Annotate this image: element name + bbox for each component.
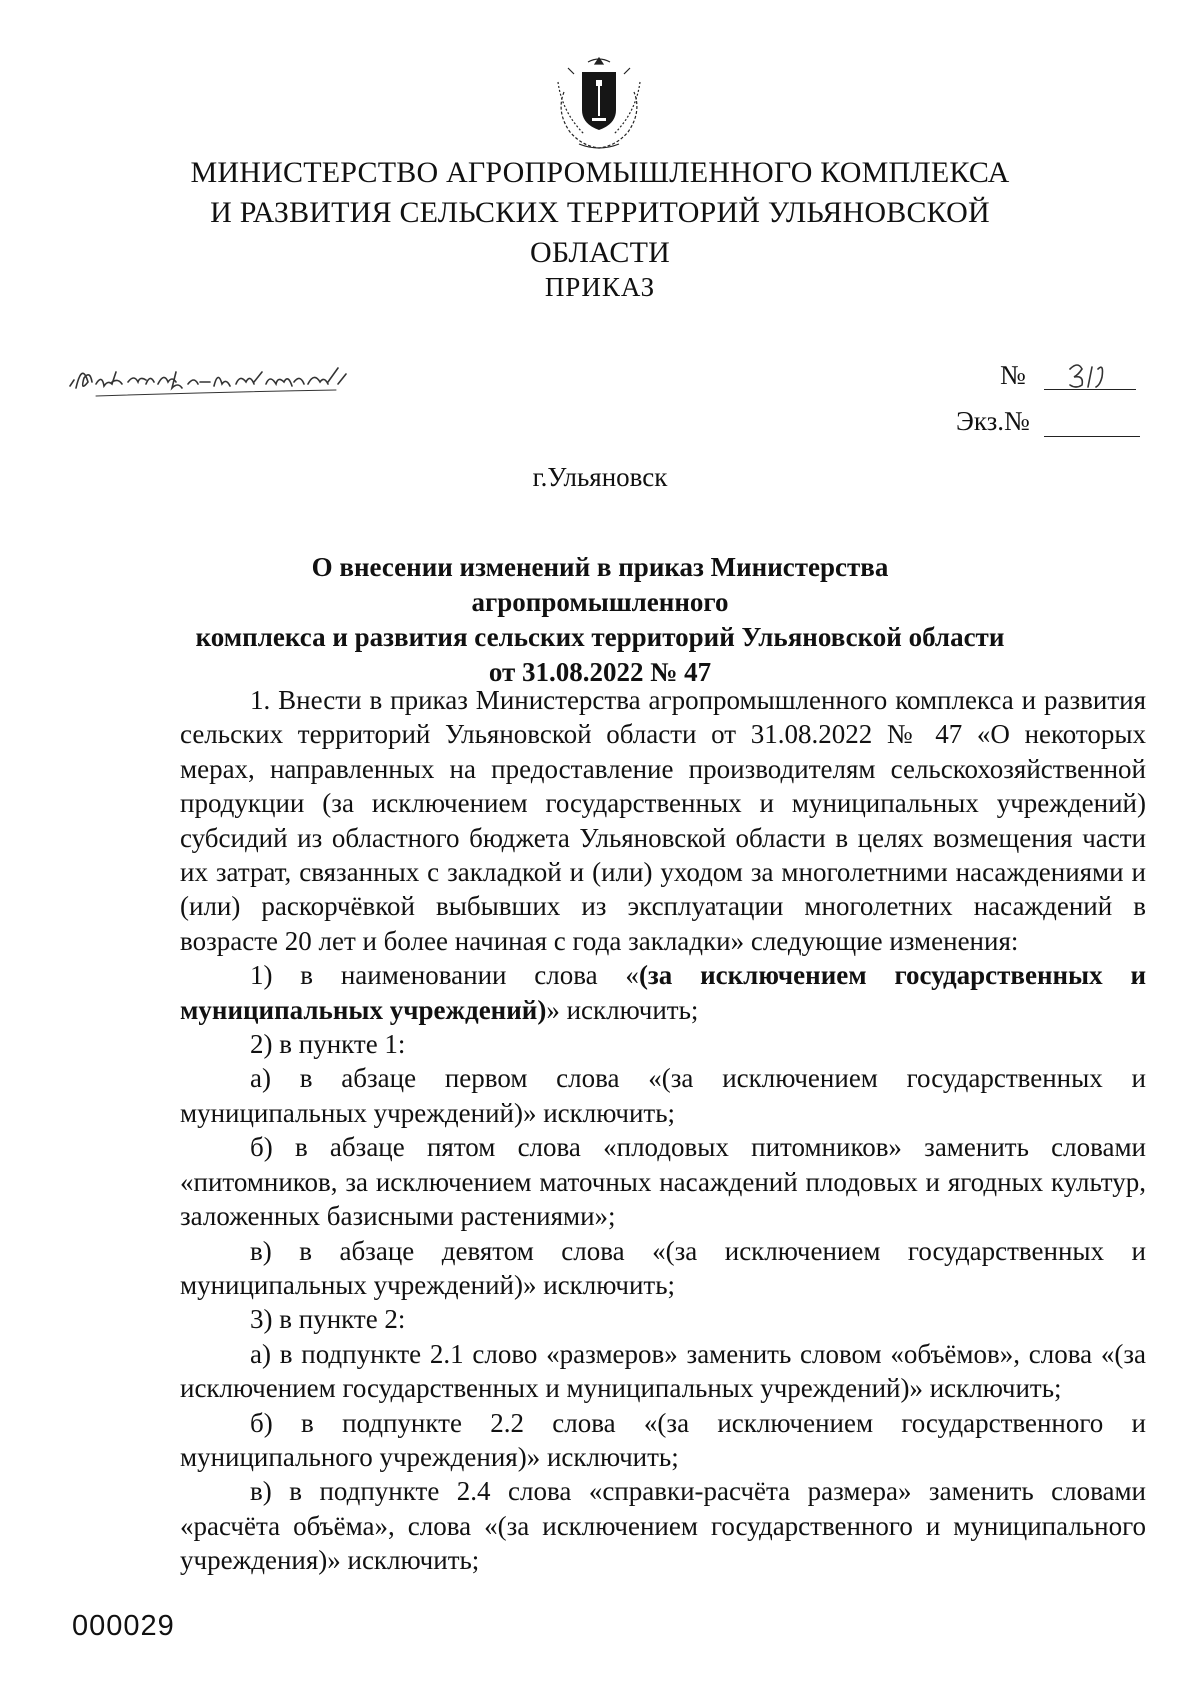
subject-line-1: О внесении изменений в приказ Министерства агропромышленного	[311, 552, 889, 617]
paragraph-2-bold: (за исключением государственных и муниципальных учреждений)	[180, 960, 1146, 1025]
order-number-line	[1044, 389, 1136, 390]
ministry-line-2: И РАЗВИТИЯ СЕЛЬСКИХ ТЕРРИТОРИЙ УЛЬЯНОВСКОЙ ОБЛАСТИ	[210, 196, 990, 269]
subject-line-2: комплекса и развития сельских территорий Ульяновской области	[195, 622, 1005, 652]
paragraph-2-start: 1) в наименовании слова «	[250, 960, 639, 991]
paragraph-5: б) в абзаце пятом слова «плодовых питомников» заменить словами «питомников, за исключением маточных насаждений плодовых и ягодных культур, заложенных базисными растениями»;	[180, 1132, 1146, 1232]
coat-of-arms-icon	[544, 52, 654, 152]
paragraph-3: 2) в пункте 1:	[250, 1029, 406, 1060]
paragraph-2	[180, 958, 1146, 1027]
paragraph-6: в) в абзаце девятом слова «(за исключением государственных и муниципальных учреждений)» исключить;	[180, 1235, 1146, 1300]
paragraph-9: б) в подпункте 2.2 слова «(за исключением государственного и муниципального учреждения)» исключить;	[180, 1407, 1146, 1472]
subject-line-3: от 31.08.2022 № 47	[488, 657, 712, 687]
copy-number-label: Экз.№	[956, 406, 1030, 436]
paragraph-2-end: » исключить;	[546, 994, 699, 1025]
paragraph-1: 1. Внести в приказ Министерства агропромышленного комплекса и развития сельских территорий Ульяновской области от 31.08.2022 № 47 «О некоторых мерах, направленных на предоставление производителям сельскохозяйственной продукции (за исключением государственных и муниципальных учреждений) субсидий из областного бюджета Ульяновской области в целях возмещения части их затрат, связанных с закладкой и (или) уходом за многолетними насаждениями и (или) раскорчёвкой выбывших из эксплуатации многолетних насаждений в возрасте 20 лет и более начиная с года закладки» следующие изменения:	[180, 685, 1146, 956]
ministry-line-1: МИНИСТЕРСТВО АГРОПРОМЫШЛЕННОГО КОМПЛЕКСА	[190, 156, 1010, 189]
order-body	[180, 683, 1146, 1578]
paragraph-8: а) в подпункте 2.1 слово «размеров» заменить словом «объёмов», слова «(за исключением государственных и муниципальных учреждений)» исключить;	[180, 1338, 1146, 1404]
order-subject	[180, 550, 1020, 690]
serial-number: 000029	[72, 1610, 175, 1642]
ministry-name	[140, 153, 1060, 273]
order-title: ПРИКАЗ	[544, 272, 656, 302]
handwritten-number	[1064, 357, 1126, 389]
paragraph-7: 3) в пункте 2:	[250, 1304, 406, 1335]
paragraph-10: в) в подпункте 2.4 слова «справки-расчёта размера» заменить словами «расчёта объёма», слова «(за исключением государственного и муниципального учреждения)» исключить;	[180, 1476, 1146, 1576]
paragraph-4: а) в абзаце первом слова «(за исключением государственных и муниципальных учреждений)» исключить;	[180, 1063, 1146, 1128]
handwritten-date	[66, 358, 371, 398]
order-number-label: №	[1000, 360, 1026, 390]
copy-number-line	[1044, 436, 1140, 437]
city: г.Ульяновск	[532, 462, 668, 492]
